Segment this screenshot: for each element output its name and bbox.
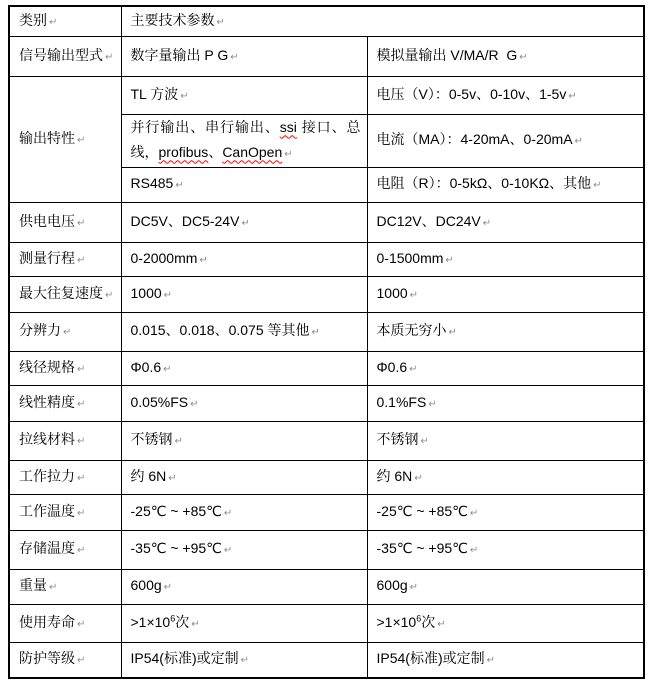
cell-text: RS485 [130,175,174,191]
cell-text: DC12V、DC24V [376,212,481,229]
cell-text: -35℃ ~ +95℃ [130,540,222,556]
table-row [9,642,644,678]
value-cell [367,351,644,385]
value-cell [367,642,644,678]
value-cell [367,421,644,460]
value-cell [121,460,367,494]
paragraph-mark-icon: ↵ [420,436,429,447]
table-row [9,569,644,604]
row-label-cell [9,385,121,421]
spell-error-text: CanOpen [222,143,283,160]
table-row [9,312,644,351]
paragraph-mark-icon: ↵ [105,51,114,63]
cell-text: 电压（V）：0-5v、0-10v、1-5v [376,85,567,102]
cell-text: 次 [421,613,436,630]
value-cell [367,569,644,604]
paragraph-mark-icon: ↵ [63,327,72,338]
paragraph-mark-icon: ↵ [168,472,177,484]
paragraph-mark-icon: ↵ [428,398,437,410]
value-cell [121,202,367,242]
cell-text: 使用寿命 [19,613,75,630]
value-cell [367,202,644,242]
cell-text: Φ0.6 [130,358,162,375]
cell-text: 电流（MA）：4-20mA、0-20mA [376,131,573,147]
cell-text: -25℃ ~ +85℃ [376,502,468,519]
paragraph-mark-icon: ↵ [77,363,86,375]
cell-text: 次 [175,613,190,630]
row-label-cell [9,202,121,242]
paragraph-mark-icon: ↵ [77,507,86,519]
table-row [9,202,644,242]
paragraph-mark-icon: ↵ [223,507,233,519]
cell-text: DC5V、DC5-24V [130,212,240,229]
row-label-cell [9,36,121,76]
value-cell [121,312,367,351]
row-label-cell [9,276,121,312]
cell-text: 类别 [19,11,47,28]
paragraph-mark-icon: ↵ [409,363,418,375]
value-cell [121,276,367,312]
paragraph-mark-icon: ↵ [311,327,320,338]
table-row [9,604,644,642]
cell-text: -35℃ ~ +95℃ [376,540,468,556]
table-row [9,276,644,312]
paragraph-mark-icon: ↵ [77,618,86,630]
cell-text: 0.1%FS [376,393,427,410]
paragraph-mark-icon: ↵ [241,217,250,229]
paragraph-mark-icon: ↵ [469,507,479,519]
cell-text: TL 方波 [130,85,179,102]
paragraph-mark-icon: ↵ [240,655,250,667]
paragraph-mark-icon: ↵ [105,289,114,301]
row-label-cell [9,421,121,460]
paragraph-mark-icon: ↵ [593,180,602,191]
value-cell [121,167,367,202]
row-label-cell [9,351,121,385]
paragraph-mark-icon: ↵ [77,134,86,146]
value-cell [367,114,644,167]
cell-text: 重量 [19,577,47,593]
value-cell [121,242,367,276]
value-cell [367,530,644,569]
cell-text: 电阻（R）：0-5kΩ、0-10KΩ、其他 [376,175,592,191]
table-row [9,242,644,276]
cell-text: 模拟量输出 V/MA/R G [376,46,518,63]
paragraph-mark-icon: ↵ [191,618,200,630]
cell-text: 存储温度 [19,540,75,556]
paragraph-mark-icon: ↵ [519,51,528,63]
paragraph-mark-icon: ↵ [284,148,293,160]
table-row [9,494,644,530]
row-label-cell [9,530,121,569]
cell-text: 测量行程 [19,249,75,266]
cell-text: 线径规格 [19,358,75,375]
cell-text: -25℃ ~ +85℃ [130,502,222,519]
table-row [9,36,644,76]
paragraph-mark-icon: ↵ [409,582,419,593]
row-label-cell [9,6,121,36]
paragraph-mark-icon: ↵ [77,655,86,667]
value-cell [121,351,367,385]
cell-text: 、 [208,143,223,160]
cell-text: 拉线材料 [19,431,75,447]
spell-error-text: ssi [279,118,297,135]
cell-text: 线性精度 [19,393,75,410]
paragraph-mark-icon: ↵ [49,582,58,593]
paragraph-mark-icon: ↵ [77,254,86,266]
cell-text: 0-1500mm [376,249,444,266]
paragraph-mark-icon: ↵ [174,436,183,447]
value-cell [121,494,367,530]
paragraph-mark-icon: ↵ [414,472,423,484]
value-cell [121,36,367,76]
cell-text: >1×10 [130,613,171,630]
paragraph-mark-icon: ↵ [180,90,189,102]
document-page [0,5,650,684]
row-label-cell [9,569,121,604]
table-row [9,530,644,569]
spell-error-text: profibus [158,143,209,160]
row-label-cell [9,494,121,530]
paragraph-mark-icon: ↵ [190,398,199,410]
value-cell [121,114,367,167]
cell-text: 数字量输出 P G [130,46,229,63]
paragraph-mark-icon: ↵ [574,136,583,147]
paragraph-mark-icon: ↵ [77,472,86,484]
cell-text: 防护等级 [19,650,75,667]
paragraph-mark-icon: ↵ [175,180,184,191]
cell-text: >1×10 [376,613,417,630]
cell-text: 600g [130,577,162,593]
cell-text: 1000 [376,284,408,301]
row-label-cell [9,604,121,642]
paragraph-mark-icon: ↵ [445,254,454,266]
cell-text: 1000 [130,284,162,301]
paragraph-mark-icon: ↵ [230,51,239,63]
value-cell [121,421,367,460]
paragraph-mark-icon: ↵ [199,254,208,266]
value-cell [367,460,644,494]
cell-text: 约 6N [130,467,167,484]
value-cell [367,312,644,351]
paragraph-mark-icon: ↵ [49,16,58,28]
table-row [9,460,644,494]
value-cell [121,569,367,604]
paragraph-mark-icon: ↵ [77,545,86,556]
cell-text: 不锈钢 [130,431,173,447]
spec-table [8,5,645,679]
cell-text: 本质无穷小 [376,322,447,338]
table-row [9,351,644,385]
value-cell [121,76,367,114]
paragraph-mark-icon: ↵ [448,327,457,338]
paragraph-mark-icon: ↵ [482,217,492,229]
cell-text: 0.05%FS [130,393,189,410]
cell-text: 0.015、0.018、0.075 等其他 [130,322,310,338]
value-cell [367,276,644,312]
value-cell [367,494,644,530]
value-cell [121,604,367,642]
cell-text: IP54(标准)或定制 [130,650,239,667]
paragraph-mark-icon: ↵ [409,289,419,301]
paragraph-mark-icon: ↵ [568,90,577,102]
paragraph-mark-icon: ↵ [163,582,173,593]
cell-text: 工作温度 [19,502,75,519]
value-cell [121,642,367,678]
row-label-cell [9,642,121,678]
superscript-text: 6 [416,612,422,623]
paragraph-mark-icon: ↵ [77,398,86,410]
row-label-cell [9,460,121,494]
cell-text: 工作拉力 [19,467,75,484]
cell-text: 约 6N [376,467,413,484]
value-cell [121,530,367,569]
value-cell [367,242,644,276]
cell-text: 接口、总线， [130,118,361,160]
cell-text: 600g [376,577,408,593]
row-label-cell [9,312,121,351]
paragraph-mark-icon: ↵ [163,363,172,375]
cell-text: 最大往复速度 [19,284,103,301]
value-cell [367,385,644,421]
paragraph-mark-icon: ↵ [223,545,233,556]
paragraph-mark-icon: ↵ [163,289,173,301]
paragraph-mark-icon: ↵ [216,16,225,28]
paragraph-mark-icon: ↵ [469,545,479,556]
cell-text: 输出特性 [19,129,75,146]
cell-text: 分辨力 [19,322,61,338]
value-cell [367,604,644,642]
value-cell [367,36,644,76]
table-row [9,6,644,36]
paragraph-mark-icon: ↵ [77,217,86,229]
value-cell [367,167,644,202]
value-cell [367,76,644,114]
cell-text: 并行输出、串行输出、 [130,118,280,135]
paragraph-mark-icon: ↵ [486,655,496,667]
cell-text: IP54(标准)或定制 [376,650,485,667]
value-cell [121,6,644,36]
superscript-text: 6 [170,612,176,623]
cell-text: 供电电压 [19,212,75,229]
cell-text: 信号输出型式 [19,46,103,63]
cell-text: Φ0.6 [376,358,408,375]
table-row [9,421,644,460]
table-row [9,385,644,421]
cell-text: 不锈钢 [376,431,419,447]
value-cell [121,385,367,421]
paragraph-mark-icon: ↵ [77,436,86,447]
row-label-cell [9,242,121,276]
row-label-cell [9,76,121,202]
table-row [9,76,644,114]
cell-text: 0-2000mm [130,249,198,266]
cell-text: 主要技术参数 [130,11,215,28]
paragraph-mark-icon: ↵ [437,618,446,630]
